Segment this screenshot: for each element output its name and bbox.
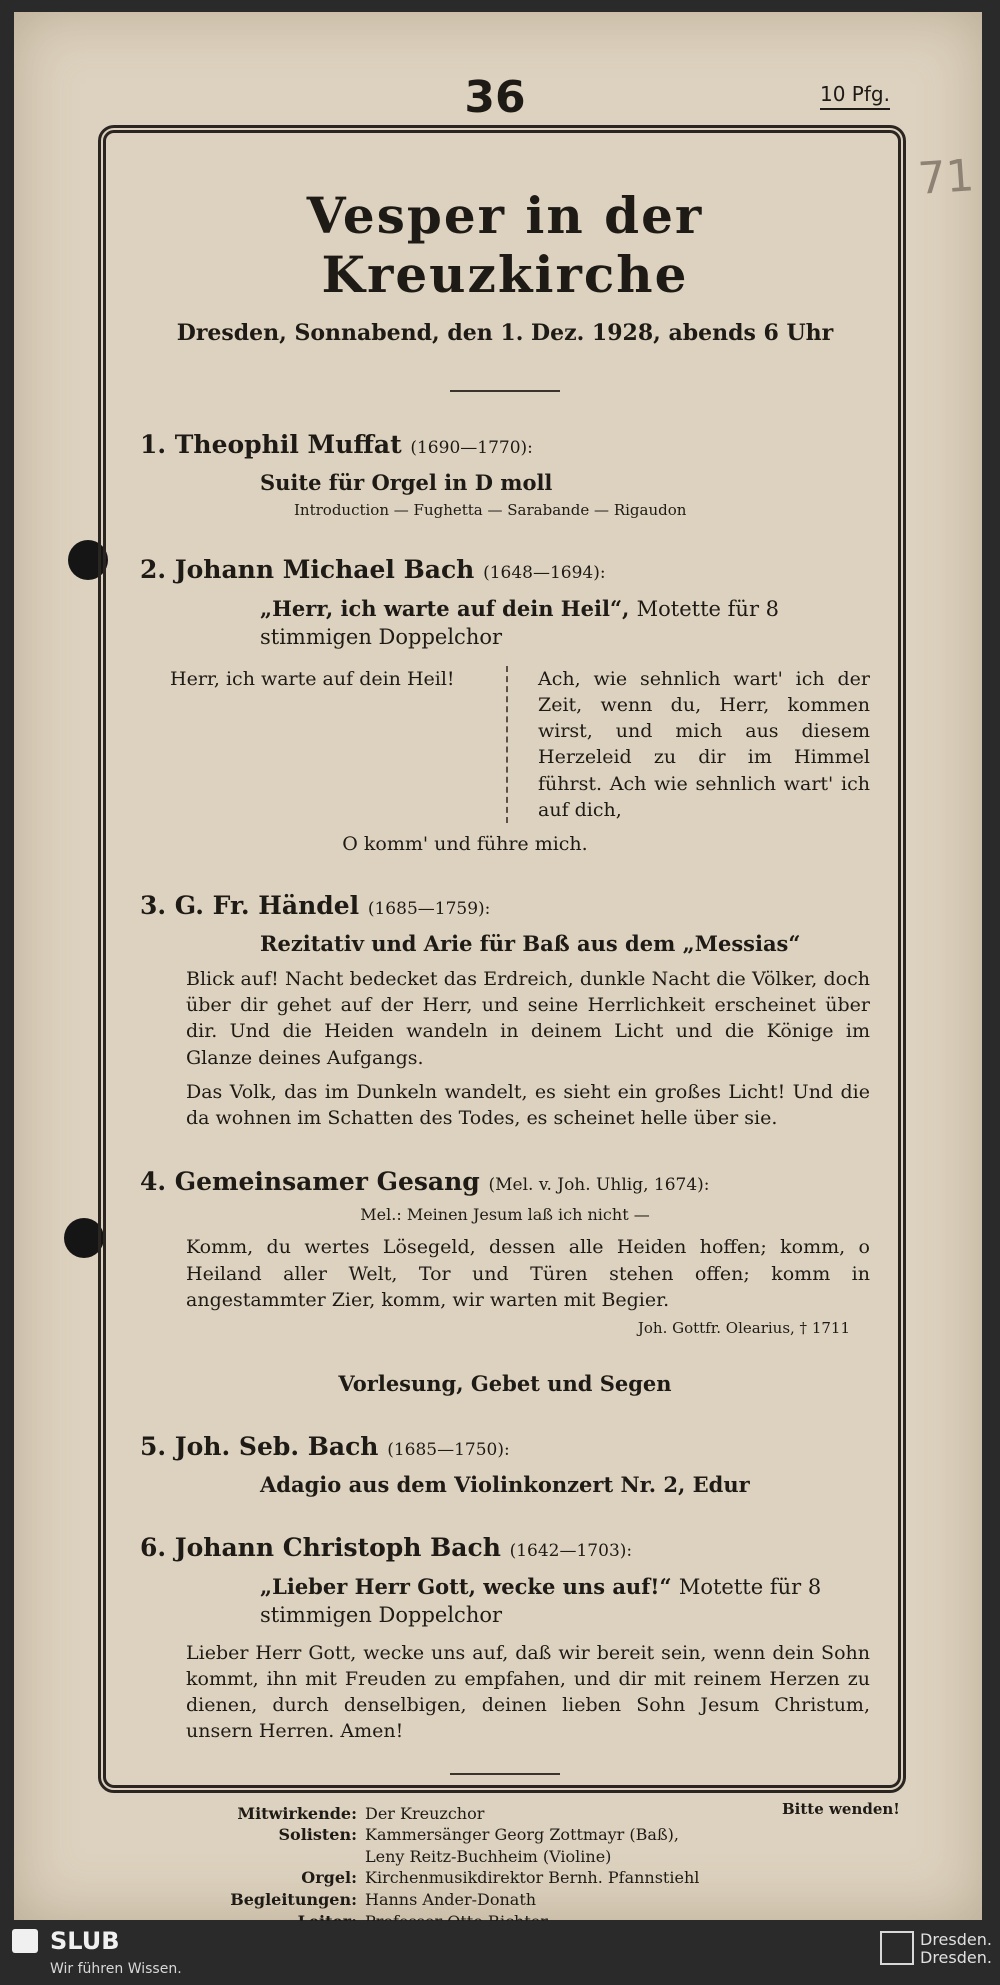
lyrics-right: Ach, wie sehnlich wart' ich der Zeit, wenn du, Herr, kommen wirst, und mich aus diesem Herzeleid zu dir im Himmel führst. Ach wie sehnlich wart' ich auf dich, bbox=[506, 666, 870, 823]
credits-list bbox=[140, 1803, 870, 1933]
work-title bbox=[260, 1573, 870, 1630]
credit-value: Kirchenmusikdirektor Bernh. Pfannstiehl bbox=[365, 1868, 700, 1888]
credit-row bbox=[140, 1846, 870, 1868]
work-type: Motette für 8 stimmigen Doppelchor bbox=[260, 597, 780, 650]
lyrics-closing: O komm' und führe mich. bbox=[342, 833, 588, 855]
composer-name: 4. Gemeinsamer Gesang bbox=[140, 1167, 480, 1197]
lyrics-paragraph: Lieber Herr Gott, wecke uns auf, daß wir bereit sein, wenn dein Sohn kommt, ihn mit Freuden zu empfahen, und dir mit reinem Herzen zu dienen, durch denselbigen, deinen lieben Sohn Jesum Christum, unsern Herren. Amen! bbox=[186, 1641, 870, 1743]
work-title: Suite für Orgel in D moll bbox=[260, 470, 553, 495]
composer-name: 2. Johann Michael Bach bbox=[140, 555, 475, 584]
composer-dates: (1685—1759): bbox=[367, 899, 491, 919]
work-name: „Herr, ich warte auf dein Heil“, bbox=[260, 596, 630, 621]
composer-dates: (1685—1750): bbox=[387, 1439, 510, 1460]
please-turn-note: Bitte wenden! bbox=[782, 1800, 900, 1818]
credit-row bbox=[140, 1803, 870, 1825]
program-item bbox=[140, 1167, 870, 1337]
program-item bbox=[140, 1432, 870, 1497]
movements: Introduction — Fughetta — Sarabande — Rigaudon bbox=[294, 501, 687, 519]
lyrics-columns bbox=[140, 666, 870, 823]
credit-value: Hanns Ander-Donath bbox=[365, 1889, 537, 1909]
item-heading bbox=[140, 1167, 870, 1197]
lyrics-text bbox=[140, 1234, 870, 1313]
program-item bbox=[140, 430, 870, 519]
credit-row bbox=[140, 1867, 870, 1889]
credit-label: Begleitungen: bbox=[230, 1889, 357, 1909]
credit-value: Kammersänger Georg Zottmayr (Baß), bbox=[365, 1825, 679, 1845]
credit-label: Mitwirkende: bbox=[237, 1803, 357, 1823]
credit-row bbox=[140, 1824, 870, 1846]
item-heading bbox=[140, 1533, 870, 1563]
composer-dates: (1642—1703): bbox=[509, 1540, 633, 1561]
divider bbox=[450, 390, 560, 392]
program-item bbox=[140, 1533, 870, 1745]
item-heading bbox=[140, 430, 870, 460]
item-heading bbox=[140, 891, 870, 921]
credit-value: Der Kreuzchor bbox=[365, 1803, 485, 1823]
page-title: Vesper in der Kreuzkirche bbox=[306, 186, 704, 304]
composer-name: 5. Joh. Seb. Bach bbox=[140, 1431, 379, 1461]
composer-dates: (Mel. v. Joh. Uhlig, 1674): bbox=[488, 1175, 710, 1196]
dresden-crest-icon[interactable] bbox=[880, 1931, 914, 1965]
credit-row bbox=[140, 1889, 870, 1911]
composer-name: 1. Theophil Muffat bbox=[140, 430, 402, 459]
composer-name: 3. G. Fr. Händel bbox=[140, 891, 360, 920]
lyrics-paragraph: Blick auf! Nacht bedecket das Erdreich, dunkle Nacht die Völker, doch über dir gehet auf der Herr, und seine Herrlichkeit erscheinet über dir. Und die Heiden wandeln in deinem Licht und die Könige im Glanze deines Aufgangs. bbox=[186, 968, 870, 1069]
lyrics-left: Herr, ich warte auf dein Heil! bbox=[170, 667, 455, 690]
item-heading bbox=[140, 555, 870, 585]
melody-note: Mel.: Meinen Jesum laß ich nicht — bbox=[360, 1205, 650, 1225]
credit-label: Orgel: bbox=[301, 1868, 357, 1888]
item-heading bbox=[140, 1432, 870, 1462]
credit-label: Solisten: bbox=[278, 1825, 357, 1845]
page-number: 36 bbox=[464, 72, 526, 123]
program-content bbox=[140, 180, 870, 1932]
composer-name: 6. Johann Christoph Bach bbox=[140, 1532, 501, 1562]
program-item bbox=[140, 555, 870, 855]
page-subtitle: Dresden, Sonnabend, den 1. Dez. 1928, abends 6 Uhr bbox=[176, 320, 834, 346]
lyrics-text bbox=[140, 1640, 870, 1745]
viewer-footer bbox=[0, 1921, 1000, 1985]
work-type: Motette für 8 stimmigen Doppelchor bbox=[260, 1574, 822, 1628]
lyrics-text bbox=[140, 966, 870, 1131]
price-label: 10 Pfg. bbox=[820, 82, 890, 110]
slub-brand[interactable]: SLUB bbox=[50, 1927, 120, 1955]
credit-value: Leny Reitz-Buchheim (Violine) bbox=[365, 1846, 612, 1866]
composer-dates: (1690—1770): bbox=[410, 438, 533, 458]
lyrics-paragraph: Komm, du wertes Lösegeld, dessen alle Heiden hoffen; komm, o Heiland aller Welt, Tor und Türen stehen offen; komm in angestammter Zier, komm, wir warten mit Begier. bbox=[186, 1236, 870, 1311]
composer-dates: (1648—1694): bbox=[483, 563, 606, 583]
work-title bbox=[260, 595, 870, 652]
partner-logo-text[interactable]: Dresden. Dresden. bbox=[920, 1930, 992, 1967]
work-title: Adagio aus dem Violinkonzert Nr. 2, Edur bbox=[260, 1471, 750, 1497]
handwritten-note: 71 bbox=[916, 150, 976, 205]
credit-label bbox=[140, 1846, 365, 1868]
work-title: Rezitativ und Arie für Baß aus dem „Messias“ bbox=[260, 931, 801, 956]
lyrics-paragraph: Das Volk, das im Dunkeln wandelt, es sieht ein großes Licht! Und die da wohnen im Schatten des Todes, es scheinet helle über sie. bbox=[186, 1080, 870, 1130]
slub-logo-icon[interactable] bbox=[12, 1929, 38, 1953]
interlude: Vorlesung, Gebet und Segen bbox=[338, 1370, 672, 1396]
divider bbox=[450, 1773, 560, 1775]
program-item bbox=[140, 891, 870, 1131]
slub-tagline: Wir führen Wissen. bbox=[50, 1961, 182, 1977]
lyrics-author: Joh. Gottfr. Olearius, † 1711 bbox=[637, 1318, 850, 1337]
work-name: „Lieber Herr Gott, wecke uns auf!“ bbox=[260, 1573, 672, 1599]
